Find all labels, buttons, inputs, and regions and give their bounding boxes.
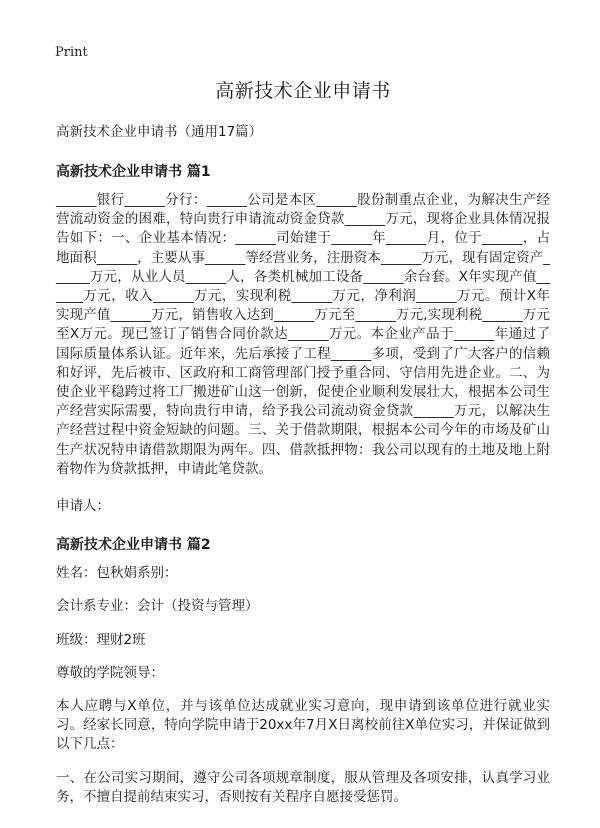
applicant-label: 申请人： xyxy=(56,498,110,515)
document-page xyxy=(56,76,550,807)
document-title: 高新技术企业申请书 xyxy=(215,80,391,102)
section-1-body: ______银行______分行：______公司是本区______股份制重点企业，为解决生产经营流动资金的困难，特向贵行申请流动资金贷款______万元，现将企业具体情况报告如下：一、企业基本情况：______司始建于______年______月，位于______，占地面积______，主要从事______等经营业务，注册资本______万元，现有固定资产______万元，从业人员______人，各类机械加工设备______余台套。X年实现产值______万元，收入______万元，实现利税______万元，净利润______万元。预计X年实现产值______万元，销售收入达到______万元至______万元,实现利税______万元至X万元。现已签订了销售合同价款达______万元。本企业产品于______年通过了国际质量体系认证。近年来，先后承接了工程______多项，受到了广大客户的信赖和好评，先后被市、区政府和工商管理部门授予重合同、守信用先进企业。二、为使企业平稳跨过将工厂搬进矿山这一创新，促使企业顺利发展壮大，根据本公司生产经营实际需要，特向贵行申请，给予我公司流动资金贷款______万元，以解决生产经营过程中资金短缺的问题。三、关于借款期限，根据本公司今年的市场及矿山生产状况特申请借款期限为两年。四、借款抵押物：我公司以现有的土地及地上附着物作为贷款抵押，申请此笔贷款。 xyxy=(56,192,550,477)
section-heading-1: 高新技术企业申请书 篇1 xyxy=(56,164,211,180)
print-link[interactable]: Print xyxy=(55,45,88,60)
section-2-body-1: 本人应聘与X单位，并与该单位达成就业实习意向，现申请到该单位进行就业实习。经家长同意，特向学院申请于20xx年7月X日离校前往X单位实习，并保证做到以下几点： xyxy=(56,698,550,753)
class-line: 班级：理财2班 xyxy=(56,631,146,648)
major-line: 会计系专业：会计（投资与管理） xyxy=(56,598,259,615)
section-2-body-2: 一、在公司实习期间，遵守公司各项规章制度，服从管理及各项安排，认真学习业务，不擅自提前结束实习，否则按有关程序自愿接受惩罚。 xyxy=(56,769,550,805)
salutation: 尊敬的学院领导： xyxy=(56,664,164,681)
name-line: 姓名：包秋娟系别： xyxy=(56,565,178,582)
document-subtitle: 高新技术企业申请书（通用17篇） xyxy=(56,124,263,140)
section-heading-2: 高新技术企业申请书 篇2 xyxy=(56,537,211,554)
